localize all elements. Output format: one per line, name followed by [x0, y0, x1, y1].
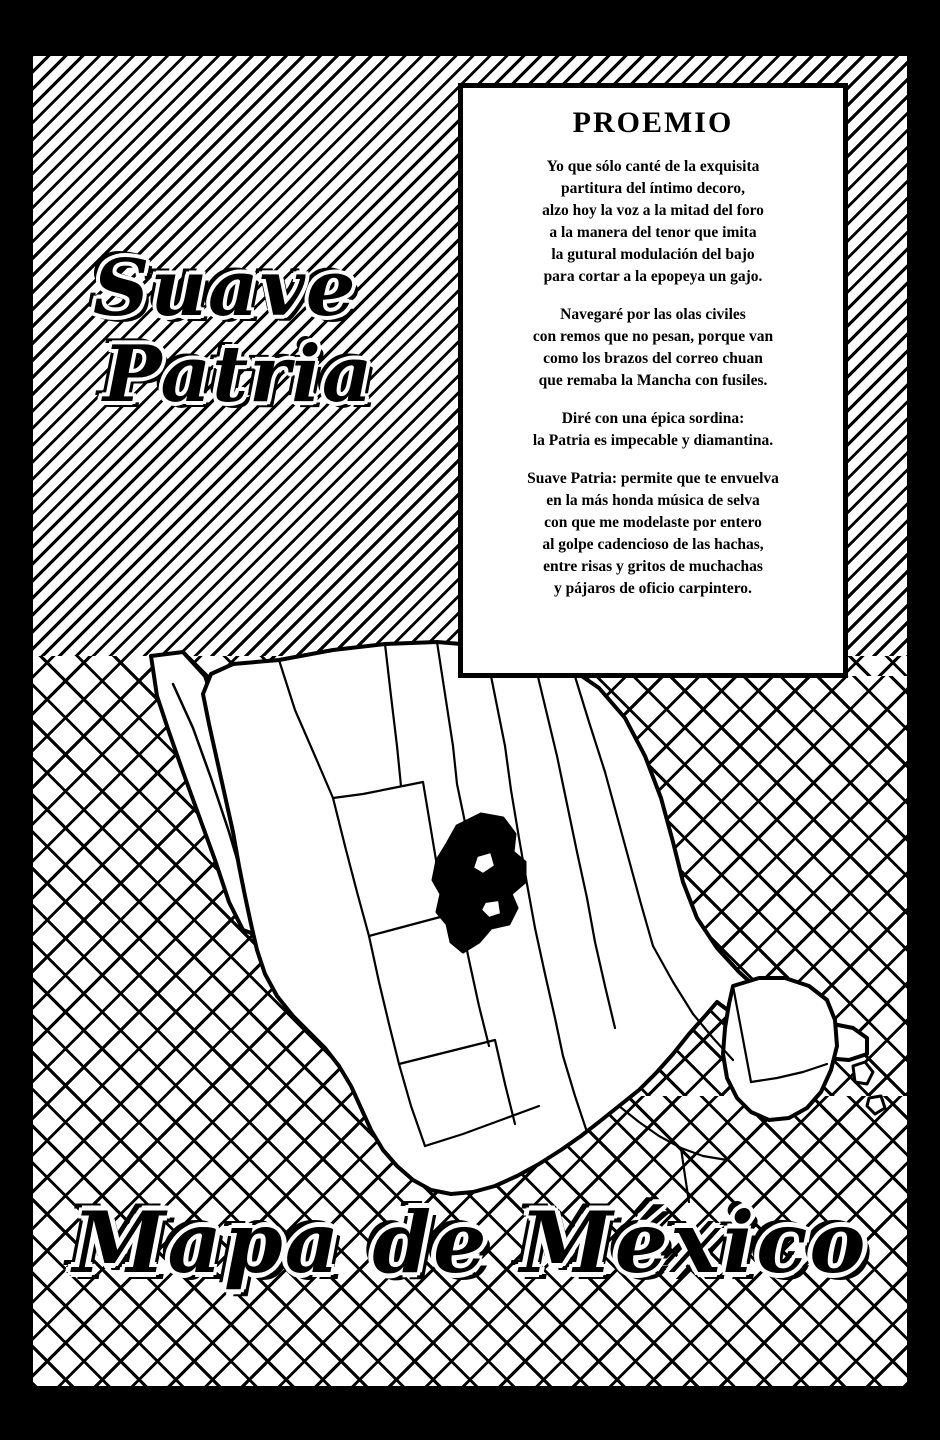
- poem-line: que remaba la Mancha con fusiles.: [538, 372, 768, 389]
- poem-line: a la manera del tenor que imita: [549, 224, 757, 241]
- artboard: [33, 56, 907, 1386]
- poem-line: alzo hoy la voz a la mitad del foro: [542, 202, 764, 219]
- poem-stanza-4: [479, 468, 827, 600]
- title-word-suave: Suave: [93, 243, 357, 334]
- poem-line: en la más honda música de selva: [546, 492, 760, 509]
- poster-title-top: [93, 243, 423, 421]
- poem-line: Navegaré por las olas civiles: [560, 306, 746, 323]
- poem-line: Yo que sólo canté de la exquisita: [546, 158, 760, 175]
- poem-line: la gutural modulación del bajo: [551, 246, 755, 263]
- title-word-patria: Patria: [103, 329, 374, 421]
- poem-line: para cortar a la epopeya un gajo.: [543, 268, 763, 285]
- poster-title-bottom: [33, 1193, 907, 1292]
- poem-line: Suave Patria: permite que te envuelva: [527, 470, 779, 487]
- poem-stanza-1: [479, 156, 827, 288]
- poem-stanza-3: [479, 408, 827, 452]
- poem-line: Diré con una épica sordina:: [561, 410, 745, 427]
- poem-line: como los brazos del correo chuan: [543, 350, 763, 367]
- poem-line: partitura del íntimo decoro,: [561, 180, 745, 197]
- proemio-heading: PROEMIO: [572, 106, 734, 139]
- poem-line: con remos que no pesan, porque van: [532, 328, 774, 345]
- poem-line: entre risas y gritos de muchachas: [543, 558, 763, 575]
- poem-line: y pájaros de oficio carpintero.: [554, 580, 752, 597]
- poem-line: la Patria es impecable y diamantina.: [532, 432, 774, 449]
- map-title-text: Mapa de México: [72, 1193, 868, 1292]
- proemio-panel: [458, 83, 848, 678]
- poem-stanza-2: [479, 304, 827, 392]
- poem-line: al golpe cadencioso de las hachas,: [542, 536, 764, 553]
- poem-line: con que me modelaste por entero: [544, 514, 762, 531]
